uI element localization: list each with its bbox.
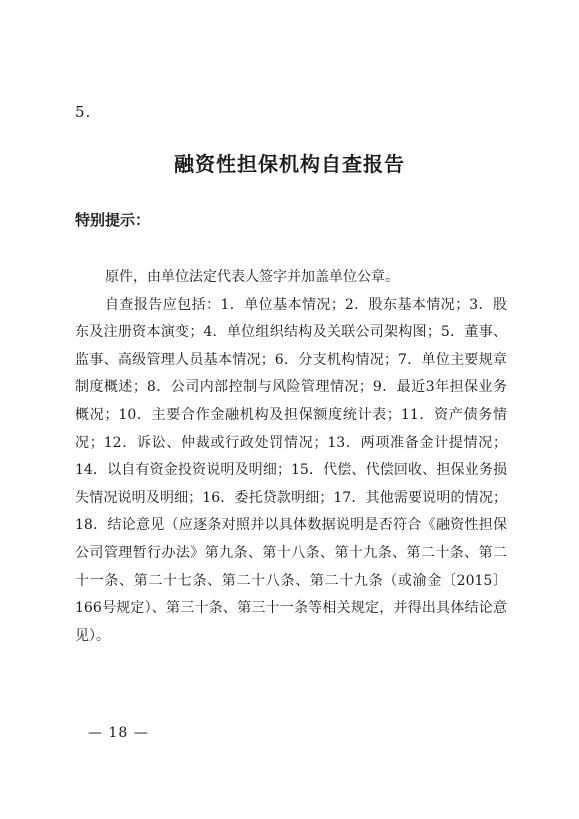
body-text bbox=[75, 264, 507, 650]
paragraph-original-document: 原件，由单位法定代表人签字并加盖单位公章。 bbox=[105, 269, 399, 285]
document-title: 融资性担保机构自查报告 bbox=[174, 152, 405, 176]
notice-heading: 特别提示： bbox=[75, 211, 151, 229]
paragraph-report-contents: 自查报告应包括：1．单位基本情况；2．股东基本情况；3．股东及注册资本演变；4．单位组织结构及关联公司架构图；5．董事、监事、高级管理人员基本情况；6．分支机构情况；7．单位主要规章制度概述；8．公司内部控制与风险管理情况；9．最近3年担保业务概况；10．主要合作金融机构及担保额度统计表；11．资产债务情况；12．诉讼、仲裁或行政处罚情况；13．两项准备金计提情况；14．以自有资金投资说明及明细；15．代偿、代偿回收、担保业务损失情况说明及明细；16．委托贷款明细；17．其他需要说明的情况；18．结论意见（应逐条对照并以具体数据说明是否符合《融资性担保公司管理暂行办法》第九条、第十八条、第十九条、第二十条、第二十一条、第二十七条、第二十八条、第二十九条（或渝金〔2015〕166号规定）、第三十条、第三十一条等相关规定，并得出具体结论意见）。 bbox=[75, 296, 507, 644]
page-number: — 18 — bbox=[88, 725, 149, 741]
item-number: 5. bbox=[75, 103, 92, 121]
